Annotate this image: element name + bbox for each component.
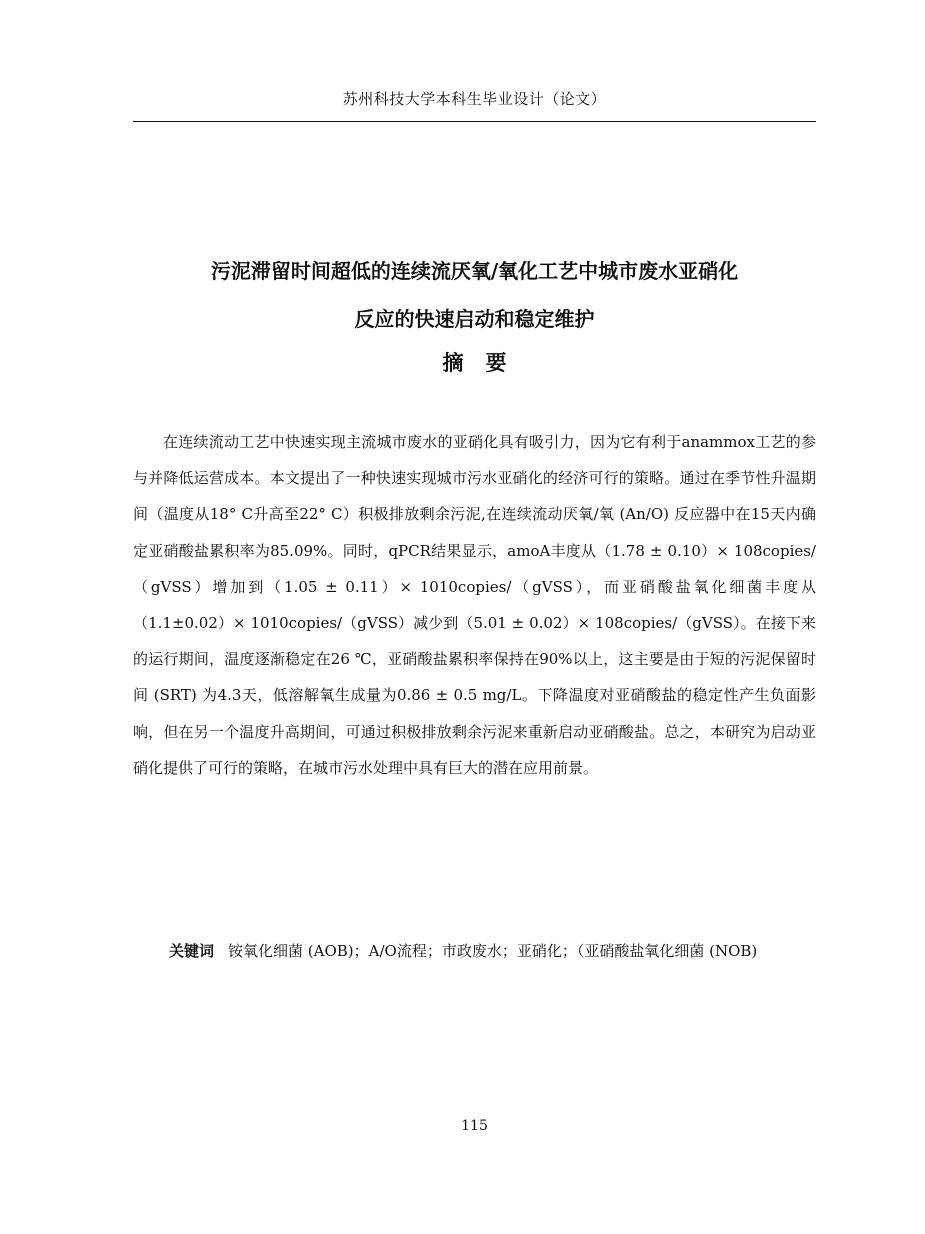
paper-title-line-2: 反应的快速启动和稳定维护: [354, 307, 595, 331]
keywords-label: 关键词: [169, 942, 215, 960]
header-divider: [133, 121, 816, 122]
page-number: 115: [461, 1118, 488, 1134]
abstract-paragraph: 在连续流动工艺中快速实现主流城市废水的亚硝化具有吸引力，因为它有利于anammox工艺的参与并降低运营成本。本文提出了一种快速实现城市污水亚硝化的经济可行的策略。通过在季节性升温期间（温度从18° C升高至22° C）积极排放剩余污泥,在连续流动厌氧/氧 (An/O) 反应器中在15天内确定亚硝酸盐累积率为85.09%。同时，qPCR结果显示，amoA丰度从（1.78 ± 0.10）× 108copies/（gVSS）增加到（1.05 ± 0.11）× 1010copies/（gVSS），而亚硝酸盐氧化细菌丰度从（1.1±0.02）× 1010copies/（gVSS）减少到（5.01 ± 0.02）× 108copies/（gVSS）。在接下来的运行期间，温度逐渐稳定在26 ℃，亚硝酸盐累积率保持在90%以上，这主要是由于短的污泥保留时间 (SRT) 为4.3天，低溶解氧生成量为0.86 ± 0.5 mg/L。下降温度对亚硝酸盐的稳定性产生负面影响，但在另一个温度升高期间，可通过积极排放剩余污泥来重新启动亚硝酸盐。总之，本研究为启动亚硝化提供了可行的策略，在城市污水处理中具有巨大的潜在应用前景。: [133, 433, 816, 777]
paper-title: [133, 247, 816, 343]
paper-title-line-1: 污泥滞留时间超低的连续流厌氧/氧化工艺中城市废水亚硝化: [210, 259, 739, 283]
running-header: 苏州科技大学本科生毕业设计（论文）: [342, 90, 607, 108]
keywords: [133, 933, 816, 969]
abstract-heading: 摘要: [442, 351, 529, 375]
keywords-list: 铵氧化细菌 (AOB)；A/O流程；市政废水；亚硝化；（亚硝酸盐氧化细菌 (NOB): [228, 942, 758, 960]
